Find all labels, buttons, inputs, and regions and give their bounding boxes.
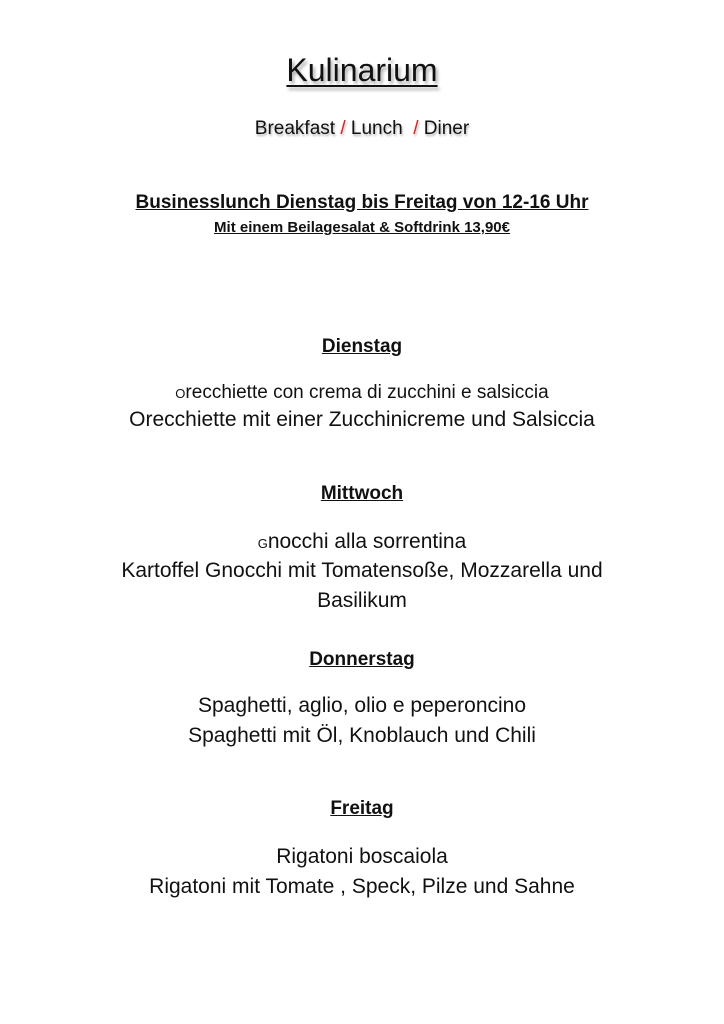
dish-german-donnerstag: Spaghetti mit Öl, Knoblauch und Chili <box>188 724 536 747</box>
dish-text: recchiette con crema di zucchini e salsiccia <box>185 382 549 403</box>
separator-slash: / <box>413 118 419 139</box>
meal-breakfast: Breakfast <box>254 118 336 139</box>
separator-slash: / <box>340 118 346 139</box>
day-heading-freitag: Freitag <box>330 798 394 819</box>
dish-text: nocchi alla sorrentina <box>267 530 467 553</box>
dish-italian-mittwoch <box>0 528 724 558</box>
page-title: Kulinarium <box>286 52 438 88</box>
dish-german-dienstag: Orecchiette mit einer Zucchinicreme und Salsiccia <box>129 408 595 431</box>
meal-times <box>0 117 724 141</box>
dish-german-mittwoch-line2: Basilikum <box>317 589 407 612</box>
dish-german-freitag: Rigatoni mit Tomate , Speck, Pilze und Sahne <box>149 875 575 898</box>
day-heading-donnerstag: Donnerstag <box>309 649 415 670</box>
businesslunch-offer: Mit einem Beilagesalat & Softdrink 13,90€ <box>214 219 510 236</box>
dish-initial: O <box>175 386 186 401</box>
meal-lunch: Lunch <box>350 118 403 139</box>
dish-italian-freitag: Rigatoni boscaiola <box>276 845 448 868</box>
businesslunch-heading: Businesslunch Dienstag bis Freitag von 12-16 Uhr <box>135 192 589 213</box>
dish-italian-donnerstag: Spaghetti, aglio, olio e peperoncino <box>197 694 527 717</box>
dish-german-mittwoch-line1: Kartoffel Gnocchi mit Tomatensoße, Mozzarella und <box>121 559 603 582</box>
day-heading-mittwoch: Mittwoch <box>320 483 404 504</box>
dish-initial: G <box>257 536 268 551</box>
meal-diner: Diner <box>423 118 470 139</box>
day-heading-dienstag: Dienstag <box>321 336 403 357</box>
dish-italian-dienstag <box>0 380 724 407</box>
